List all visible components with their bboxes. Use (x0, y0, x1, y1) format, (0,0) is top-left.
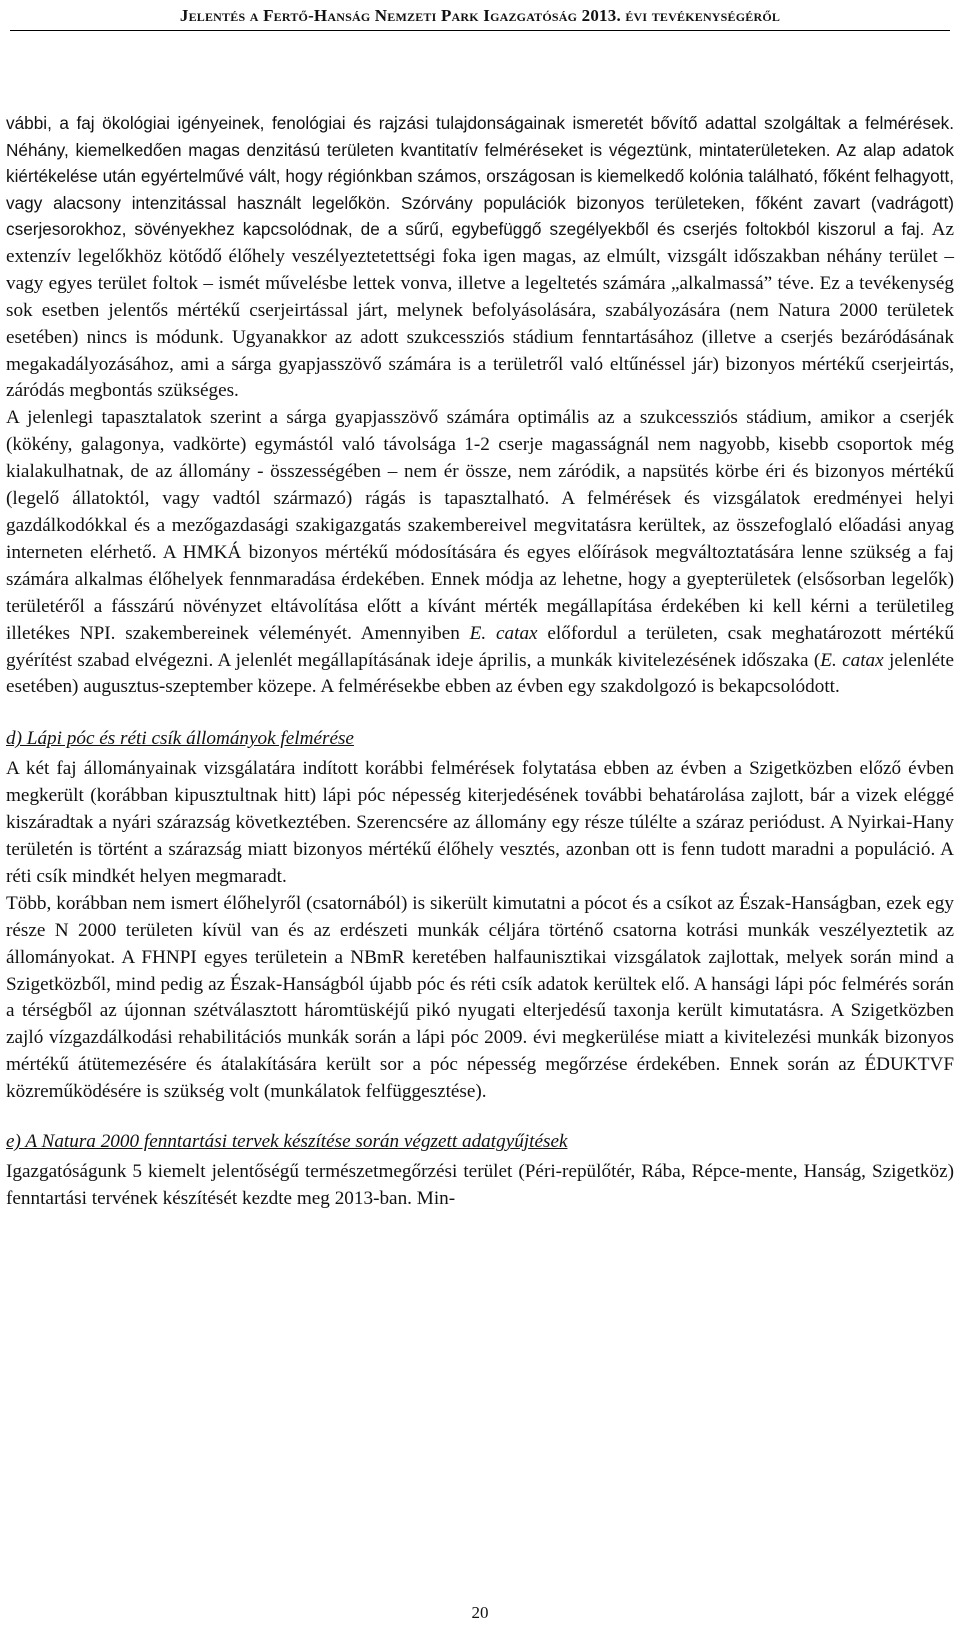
paragraph-1-sans-text: vábbi, a faj ökológiai igényeinek, fenológiai és rajzási tulajdonságainak ismeretét bővítő adattal szolgáltak a felmérések. Néhány, kiemelkedően magas denzitású területen kvantitatív felméréseket is végeztünk, mintaterületeken. Az alap adatok kiértékelése után egyértelművé vált, hogy régiónkban számos, országosan is kiemelkedő kolónia található, főként felhagyott, vagy alacsony intenzitással használt legelőkön. Szórvány populációk bizonyos területeken, főként zavart (vadrágott) cserjesorokhoz, sövényekhez kapcsolódnak, de a sűrű, egybefüggő szegélyekből és cserjés foltokból kiszorul a faj. (6, 113, 954, 239)
paragraph-2-text-c: jelenléte esetében) augusztus-szeptember közepe. A felmérésekbe ebben az évben egy szakdolgozó is bekapcsolódott. (6, 649, 954, 698)
page-number: 20 (471, 1603, 489, 1622)
paragraph-2-text-a: A jelenlegi tapasztalatok szerint a sárga gyapjasszövő számára optimális az a szukcessziós stádium, amikor a cserjék (kökény, galagonya, vadkörte) egymástól való távolsága 1-2 cserje magasságnál nem nagyobb, kisebb csoportok még kialakulhatnak, de az állomány - összességében – nem ér össze, nem záródik, a napsütés körbe éri és bizonyos mértékű (legelő állatoktól, vagy vadtól származó) rágás is tapasztalható. A felmérések és vizsgálatok eredményei helyi gazdálkodókkal és a mezőgazdasági szakigazgatás szakembereivel megvitatásra kerültek, az összefoglaló előadási anyag interneten elérhető. A HMKÁ bizonyos mértékű módosítására és egyes előírások megváltoztatására lenne szükség a faj számára alkalmas élőhelyek fennmaradása érdekében. Ennek módja az lehetne, hogy a gyepterületek (elsősorban legelők) területéről a fásszárú növényzet eltávolítása előtt a kívánt mérték megállapítása érdekében ki kell kérni a területileg illetékes NPI. szakembereinek véleményét. Amennyiben (6, 407, 954, 644)
paragraph-3: A két faj állományainak vizsgálatára indított korábbi felmérések folytatása ebben az évben a Szigetközben előző évben megkerült (korábban kipusztultnak hitt) lápi póc népesség kiterjedésének további behatárolása zajlott, bár a vizek eléggé kiszáradtak a nyári szárazság következtében. Szerencsére az állomány egy része túlélte a száraz periódust. A Nyirkai-Hany területén is történt a szárazság miatt bizonyos mértékű élőhely vesztés, azonban ott is fenn tudott maradni a populáció. A réti csík mindkét helyen megmaradt. (6, 758, 954, 887)
section-heading-e: e) A Natura 2000 fenntartási tervek készítése során végzett adatgyűjtések (6, 1131, 568, 1153)
paragraph-4: Több, korábban nem ismert élőhelyről (csatornából) is sikerült kimutatni a pócot és a csíkot az Észak-Hanságban, ezek egy része N 2000 területen kívül van és az erdészeti munkák céljára történő csatorna kotrási munkák veszélyeztetik az állományokat. A FHNPI egyes területein a NBmR keretében halfaunisztikai vizsgálatok zajlottak, melyek során mind a Szigetközből, mind pedig az Észak-Hanságból újabb póc és réti csík adatok kerültek elő. A hansági lápi póc felmérés során a térségből az újonnan szétválasztott háromtüskéjű pikó nyugati elterjedésű taxonja került kimutatásra. A Szigetközben zajló vízgazdálkodási rehabilitációs munkák során a lápi póc 2009. évi megkerülése miatt a kivitelezési munkák bizonyos mértékű átütemezésére és átalakítására került sor a póc népesség megőrzése érdekében. Ennek során az ÉDUKTVF közreműködésére is szükség volt (munkálatok felfüggesztése). (6, 892, 954, 1103)
header-rule (10, 30, 950, 31)
paragraph-2-text-b: előfordul a területen, csak meghatározott mértékű gyérítést szabad elvégezni. A jelenlét megállapításának ideje április, a munkák kivitelezésének időszaka ( (6, 622, 954, 671)
page-content (6, 110, 954, 1213)
paragraph-1-serif-text: Az extenzív legelőkhöz kötődő élőhely veszélyeztetettségi foka igen magas, az elmúlt, vizsgált időszakban néhány terület – vagy egyes terület foltok – ismét művelésbe lettek vonva, illetve a legeltetés számára „alkalmassá” téve. Ez a tevékenység sok esetben jelentős mértékű cserjeirtással járt, melynek befolyásolására, szabályozására (nem Natura 2000 területek esetében) nincs is módunk. Ugyanakkor az adott szukcessziós stádium fenntartásához (illetve a cserjés bezáródásának megakadályozásához, ami a sárga gyapjasszövő számára is a területről való eltűnéssel jár) bizonyos mértékű cserjeirtás, záródás megbontás szükséges. (6, 219, 955, 402)
species-name-italic: E. catax (469, 622, 538, 644)
species-name-italic: E. catax (820, 649, 884, 671)
running-header: Jelentés a Fertő-Hanság Nemzeti Park Igazgatóság 2013. évi tevékenységéről (179, 6, 781, 25)
paragraph-5: Igazgatóságunk 5 kiemelt jelentőségű természetmegőrzési terület (Péri-repülőtér, Rába, Répce-mente, Hanság, Szigetköz) fenntartási tervének készítését kezdte meg 2013-ban. Min- (6, 1161, 954, 1209)
paragraph-1 (6, 110, 954, 405)
paragraph-2 (6, 405, 954, 701)
section-heading-d: d) Lápi póc és réti csík állományok felmérése (6, 728, 354, 750)
